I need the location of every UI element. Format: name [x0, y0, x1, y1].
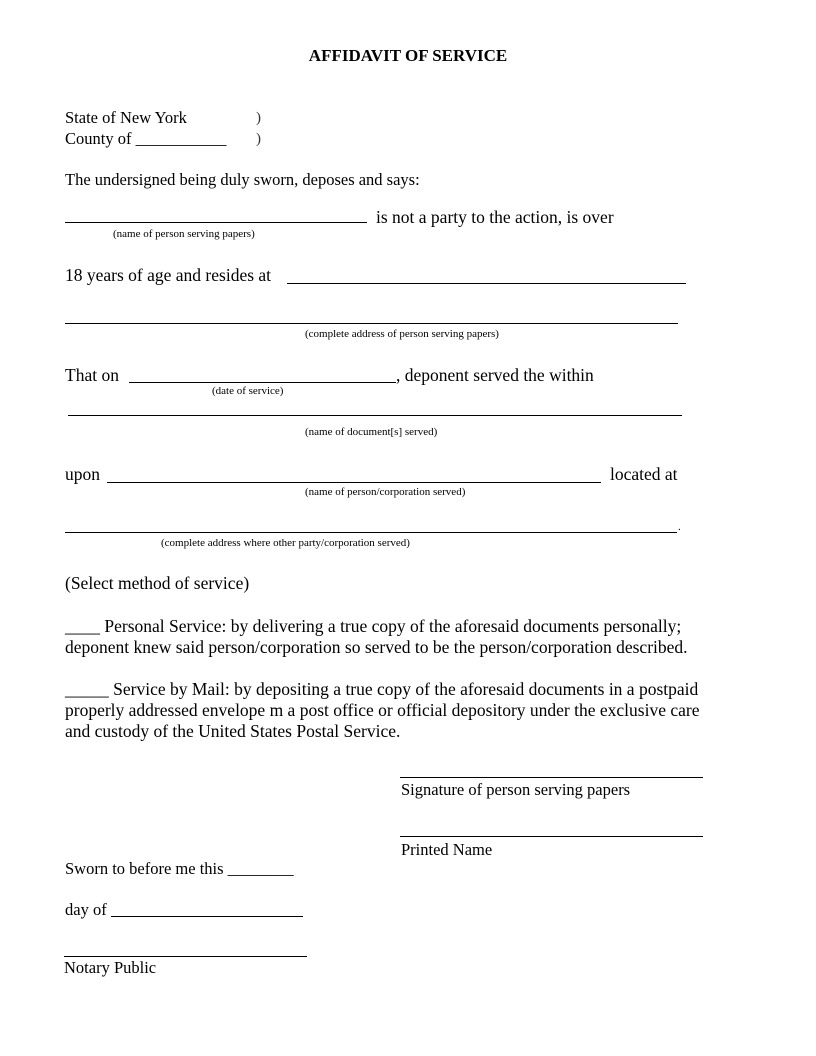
venue-county: County of ___________	[65, 129, 227, 148]
mail-service-line2: properly addressed envelope m a post office or official depository under the exclusive care	[65, 700, 700, 720]
method-heading: (Select method of service)	[65, 573, 250, 593]
day-of-text: day of	[65, 900, 107, 919]
party-caption: (name of person/corporation served)	[305, 486, 466, 498]
server-name-line[interactable]	[65, 222, 367, 223]
mail-service-line1	[65, 679, 698, 700]
venue-bracket-2: )	[256, 131, 261, 147]
served-within-text: , deponent served the within	[396, 365, 594, 385]
party-served-line[interactable]	[107, 482, 601, 483]
intro-statement: The undersigned being duly sworn, deposes and says:	[65, 170, 420, 189]
residence-line[interactable]	[287, 283, 686, 284]
date-of-service-line[interactable]	[129, 382, 396, 383]
party-address-line[interactable]	[65, 532, 677, 533]
notary-signature-line[interactable]	[64, 956, 307, 957]
mail-service-text: Service by Mail: by depositing a true copy of the aforesaid documents in a postpaid	[108, 679, 699, 699]
upon-text: upon	[65, 464, 100, 484]
mail-service-checkbox-blank[interactable]: _____	[65, 679, 109, 699]
sworn-text: Sworn to before me this ________	[65, 859, 294, 878]
age-residence-text: 18 years of age and resides at	[65, 265, 272, 285]
venue-state: State of New York	[65, 108, 187, 127]
residence-line-2[interactable]	[65, 323, 678, 324]
day-of-line[interactable]	[111, 916, 303, 917]
not-party-text: is not a party to the action, is over	[376, 207, 614, 227]
notary-label: Notary Public	[64, 958, 157, 977]
documents-served-line[interactable]	[68, 415, 682, 416]
signature-line[interactable]	[400, 777, 703, 778]
document-title: AFFIDAVIT OF SERVICE	[308, 46, 508, 65]
date-caption: (date of service)	[212, 385, 284, 397]
party-address-caption: (complete address where other party/corporation served)	[161, 537, 410, 549]
printed-name-label: Printed Name	[401, 840, 493, 859]
personal-service-checkbox-blank[interactable]: ____	[65, 616, 100, 636]
personal-service-line1	[65, 616, 681, 637]
signature-label: Signature of person serving papers	[401, 780, 631, 799]
address-period: .	[678, 521, 681, 533]
server-name-caption: (name of person serving papers)	[113, 228, 255, 240]
that-on-text: That on	[65, 365, 119, 385]
located-at-text: located at	[610, 464, 678, 484]
documents-caption: (name of document[s] served)	[305, 426, 438, 438]
personal-service-text: Personal Service: by delivering a true copy of the aforesaid documents personally;	[100, 616, 682, 636]
printed-name-line[interactable]	[400, 836, 703, 837]
mail-service-line3: and custody of the United States Postal Service.	[65, 721, 401, 741]
venue-bracket-1: )	[256, 110, 261, 126]
personal-service-line2: deponent knew said person/corporation so served to be the person/corporation described.	[65, 637, 688, 657]
server-address-caption: (complete address of person serving papers)	[305, 328, 499, 340]
